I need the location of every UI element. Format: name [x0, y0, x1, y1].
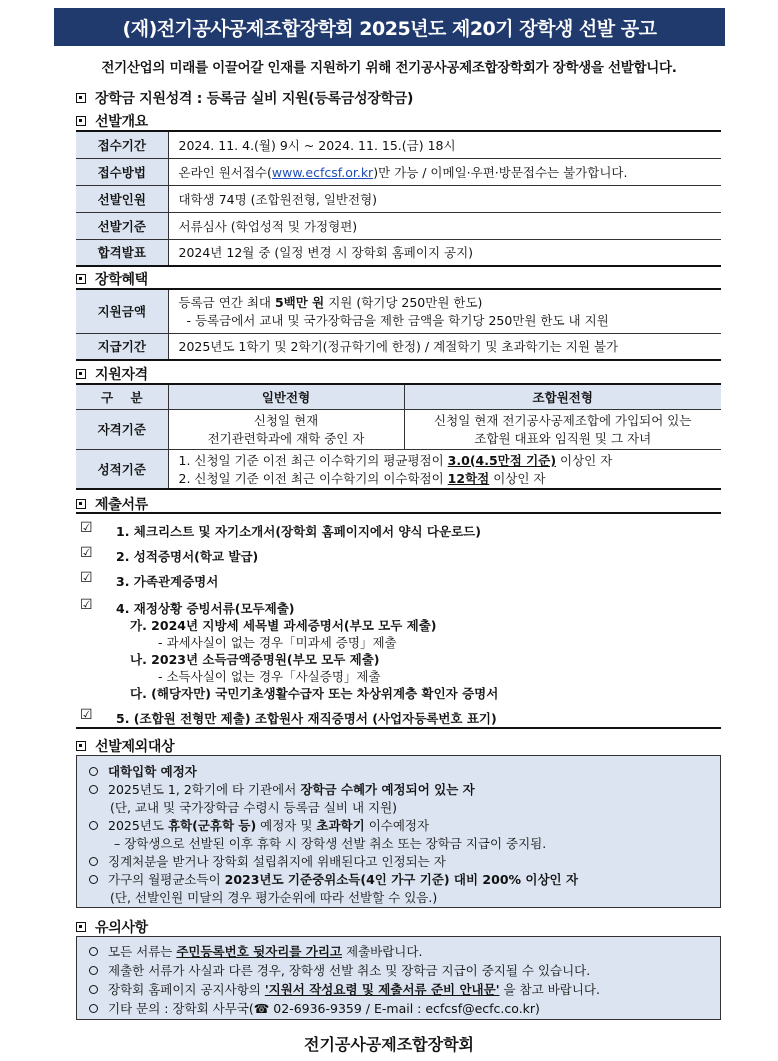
notes-box — [76, 936, 721, 1020]
col-header: 구 분 — [76, 384, 168, 409]
list-subitem-note: - 소득사실이 없는 경우「사실증명」제출 — [158, 669, 381, 684]
row-value: 2024. 11. 4.(월) 9시 ~ 2024. 11. 15.(금) 18시 — [168, 131, 721, 158]
row-label: 접수방법 — [76, 158, 168, 185]
table-row — [76, 185, 721, 212]
qual-general: 신청일 현재 전기관련학과에 재학 중인 자 — [168, 409, 404, 449]
qual-member: 신청일 현재 전기공사공제조합에 가입되어 있는 조합원 대표와 임직원 및 그 자녀 — [404, 409, 721, 449]
square-bullet-icon — [76, 369, 86, 379]
list-item: 기타 문의 : 장학회 사무국(☎ 02-6936-9359 / E-mail : ecfcsf@ecfc.co.kr) — [89, 999, 540, 1017]
footer-organization: 전기공사공제조합장학회 — [303, 1035, 475, 1054]
list-item-note: – 장학생으로 선발된 이후 휴학 시 장학생 선발 취소 또는 장학금 지급이 중지됨. — [114, 836, 547, 851]
table-row — [76, 212, 721, 239]
phone-icon: ☎ — [253, 1001, 270, 1016]
section-benefits — [76, 269, 148, 289]
table-row — [76, 384, 721, 409]
row-label: 선발인원 — [76, 185, 168, 212]
list-item: 대학입학 예정자 — [89, 762, 197, 780]
list-item: 제출한 서류가 사실과 다른 경우, 장학생 선발 취소 및 장학금 지급이 중지될 수 있습니다. — [89, 961, 590, 979]
list-item: 3. 가족관계증명서 — [116, 574, 219, 589]
square-bullet-icon — [76, 116, 86, 126]
col-general: 일반전형 — [168, 384, 404, 409]
list-subitem-note: - 과세사실이 없는 경우「미과세 증명」제출 — [158, 635, 397, 650]
circle-bullet-icon — [89, 857, 98, 866]
row-value: 2024년 12월 중 (일정 변경 시 장학회 홈페이지 공지) — [168, 239, 721, 266]
benefits-heading: 장학혜택 — [95, 272, 148, 288]
table-row — [76, 289, 721, 333]
exclusions-box — [76, 755, 721, 908]
website-link[interactable]: www.ecfcsf.or.kr — [271, 164, 374, 180]
page-title: (재)전기공사공제조합장학회 2025년도 제20기 장학생 선발 공고 — [54, 8, 725, 46]
benefits-table — [76, 288, 721, 361]
square-bullet-icon — [76, 741, 86, 751]
square-bullet-icon — [76, 93, 86, 103]
row-value: 2025년도 1학기 및 2학기(정규학기에 한정) / 계절학기 및 초과학기는 지원 불가 — [168, 333, 721, 360]
table-row — [76, 158, 721, 185]
list-subitem: 나. 2023년 소득금액증명원(부모 모두 제출) — [130, 652, 380, 667]
grade-criteria: 1. 신청일 기준 이전 최근 이수학기의 평균평점이 3.0(4.5만점 기준) 이상인 자 2. 신청일 기준 이전 최근 이수학기의 이수학점이 12학점 이상인 자 — [168, 449, 721, 489]
overview-heading: 선발개요 — [95, 114, 148, 130]
table-row — [76, 409, 721, 449]
square-bullet-icon — [76, 274, 86, 284]
row-label: 합격발표 — [76, 239, 168, 266]
documents-heading: 제출서류 — [95, 497, 148, 513]
circle-bullet-icon — [89, 1004, 98, 1013]
section-documents — [76, 494, 148, 514]
row-label: 지원금액 — [76, 289, 168, 333]
list-item: 장학회 홈페이지 공지사항의 '지원서 작성요령 및 제출서류 준비 안내문' 을 참고 바랍니다. — [89, 980, 600, 998]
row-value: 등록금 연간 최대 5백만 원 지원 (학기당 250만원 한도) - 등록금에서 교내 및 국가장학금을 제한 금액을 학기당 250만원 한도 내 지원 — [168, 289, 721, 333]
list-item: 5. (조합원 전형만 제출) 조합원사 재직증명서 (사업자등록번호 표기) — [116, 711, 497, 726]
circle-bullet-icon — [89, 785, 98, 794]
list-subitem: 가. 2024년 지방세 세목별 과세증명서(부모 모두 제출) — [130, 618, 437, 633]
eligibility-heading: 지원자격 — [95, 367, 148, 383]
section-overview — [76, 111, 148, 131]
row-value: 대학생 74명 (조합원전형, 일반전형) — [168, 185, 721, 212]
row-label: 지급기간 — [76, 333, 168, 360]
list-item-note: (단, 선발인원 미달의 경우 평가순위에 따라 선발할 수 있음.) — [110, 890, 438, 905]
exclusions-heading: 선발제외대상 — [95, 739, 175, 755]
checkbox-checked-icon: ☑ — [80, 545, 93, 561]
section-exclusions — [76, 736, 174, 756]
list-item: 2. 성적증명서(학교 발급) — [116, 549, 259, 564]
intro-text: 전기산업의 미래를 이끌어갈 인재를 지원하기 위해 전기공사공제조합장학회가 장학생을 선발합니다. — [101, 60, 677, 76]
list-item: 2025년도 휴학(군휴학 등) 예정자 및 초과학기 이수예정자 — [89, 816, 429, 834]
notes-heading: 유의사항 — [95, 920, 148, 936]
documents-checklist — [76, 512, 721, 729]
circle-bullet-icon — [89, 947, 98, 956]
circle-bullet-icon — [89, 966, 98, 975]
list-item: 징계처분을 받거나 장학회 설립취지에 위배된다고 인정되는 자 — [89, 852, 446, 870]
row-label: 성적기준 — [76, 449, 168, 489]
table-row — [76, 239, 721, 266]
checkbox-checked-icon: ☑ — [80, 570, 93, 586]
row-value: 서류심사 (학업성적 및 가정형편) — [168, 212, 721, 239]
list-item: 4. 재정상황 증빙서류(모두제출) — [116, 601, 295, 616]
col-member: 조합원전형 — [404, 384, 721, 409]
circle-bullet-icon — [89, 821, 98, 830]
section-nature — [76, 88, 413, 108]
list-subitem: 다. (해당자만) 국민기초생활수급자 또는 차상위계층 확인자 증명서 — [130, 686, 499, 701]
checkbox-checked-icon: ☑ — [80, 520, 93, 536]
square-bullet-icon — [76, 499, 86, 509]
list-item: 가구의 월평균소득이 2023년도 기준중위소득(4인 가구 기준) 대비 200% 이상인 자 — [89, 870, 578, 888]
checkbox-checked-icon: ☑ — [80, 597, 93, 613]
checkbox-checked-icon: ☑ — [80, 707, 93, 723]
square-bullet-icon — [76, 922, 86, 932]
table-row — [76, 131, 721, 158]
row-label: 접수기간 — [76, 131, 168, 158]
circle-bullet-icon — [89, 875, 98, 884]
overview-table — [76, 130, 721, 267]
section-eligibility — [76, 364, 148, 384]
list-item: 1. 체크리스트 및 자기소개서(장학회 홈페이지에서 양식 다운로드) — [116, 524, 481, 539]
list-item: 2025년도 1, 2학기에 타 기관에서 장학금 수혜가 예정되어 있는 자 — [89, 780, 475, 798]
circle-bullet-icon — [89, 767, 98, 776]
row-label: 자격기준 — [76, 409, 168, 449]
list-item: 모든 서류는 주민등록번호 뒷자리를 가리고 제출바랍니다. — [89, 942, 422, 960]
table-row — [76, 449, 721, 489]
eligibility-table — [76, 383, 721, 490]
row-value: 온라인 원서접수(www.ecfcsf.or.kr)만 가능 / 이메일·우편·방문접수는 불가합니다. — [168, 158, 721, 185]
nature-label: 장학금 지원성격 : 등록금 실비 지원(등록금성장학금) — [95, 91, 414, 107]
circle-bullet-icon — [89, 985, 98, 994]
list-item-note: (단, 교내 및 국가장학금 수령시 등록금 실비 내 지원) — [110, 800, 398, 815]
section-notes — [76, 917, 148, 937]
table-row — [76, 333, 721, 360]
row-label: 선발기준 — [76, 212, 168, 239]
